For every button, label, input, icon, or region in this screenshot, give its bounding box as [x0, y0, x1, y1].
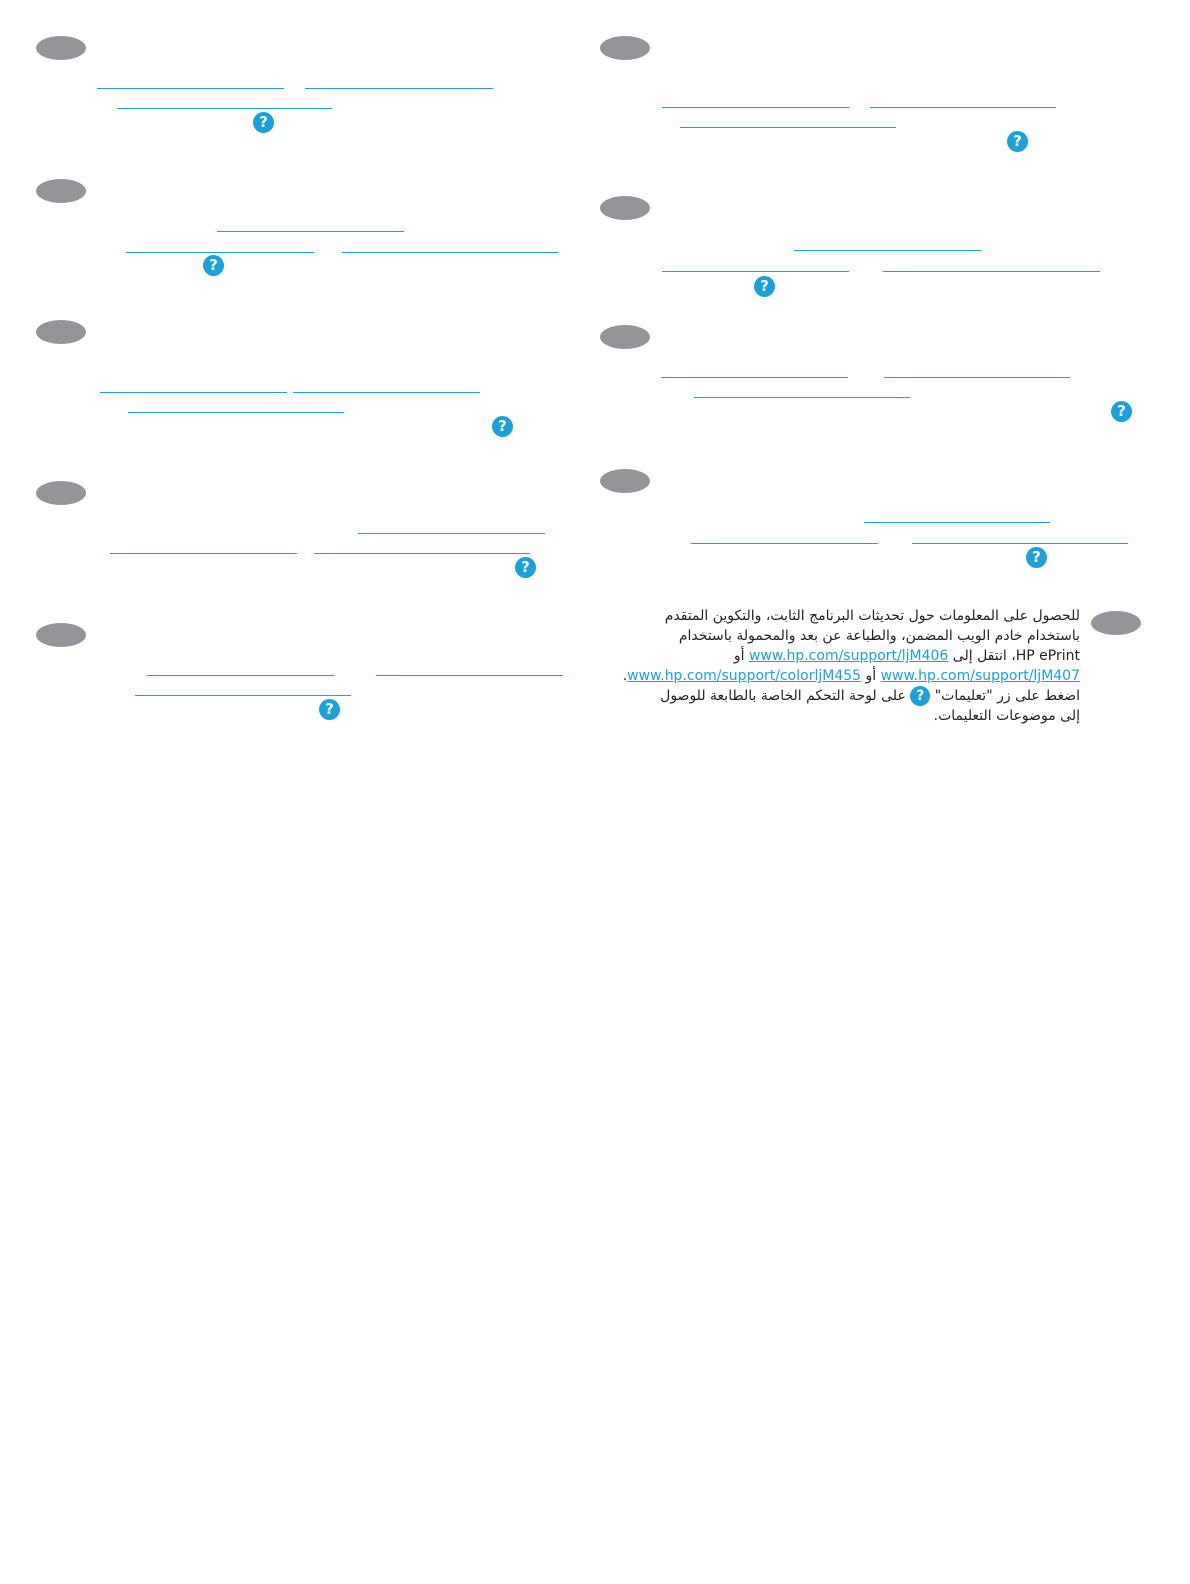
arabic-text: اضغط على زر "تعليمات" [934, 688, 1080, 704]
support-link[interactable] [794, 250, 981, 251]
help-icon: ? [910, 686, 930, 706]
support-link[interactable] [97, 88, 284, 89]
support-link[interactable] [883, 271, 1100, 272]
arabic-line-5 [600, 686, 1080, 706]
help-icon: ? [253, 112, 274, 133]
arabic-line-2: باستخدام خادم الويب المضمن، والطباعة عن بعد والمحمولة باستخدام [678, 628, 1080, 644]
support-link[interactable] [864, 522, 1050, 523]
language-badge [600, 325, 650, 349]
support-link[interactable] [884, 377, 1070, 378]
language-badge [600, 36, 650, 60]
help-icon: ? [319, 699, 340, 720]
arabic-support-text [600, 606, 1080, 726]
support-link[interactable] [694, 397, 910, 398]
arabic-text: ، انتقل إلى [952, 648, 1016, 664]
support-link[interactable] [217, 231, 404, 232]
help-icon: ? [492, 416, 513, 437]
link-ljM406[interactable]: www.hp.com/support/ljM406 [748, 648, 949, 664]
language-badge-arabic [1091, 611, 1141, 635]
language-badge [36, 320, 86, 344]
support-link[interactable] [126, 252, 314, 253]
arabic-line-4 [600, 666, 1080, 686]
language-badge [36, 623, 86, 647]
support-link[interactable] [314, 553, 530, 554]
support-link[interactable] [128, 412, 344, 413]
arabic-text: على لوحة التحكم الخاصة بالطابعة للوصول [660, 688, 906, 704]
support-link[interactable] [305, 88, 493, 89]
support-link[interactable] [342, 252, 558, 253]
support-link[interactable] [117, 108, 332, 109]
support-link[interactable] [100, 392, 287, 393]
arabic-line-1: للحصول على المعلومات حول تحديثات البرنامج الثابت، والتكوين المتقدم [664, 608, 1080, 624]
help-icon: ? [1007, 131, 1028, 152]
or-text: أو [733, 648, 745, 664]
support-link[interactable] [110, 553, 297, 554]
help-icon: ? [203, 255, 224, 276]
language-badge [36, 481, 86, 505]
support-link[interactable] [293, 392, 480, 393]
support-link[interactable] [662, 271, 849, 272]
support-link[interactable] [358, 533, 545, 534]
support-link[interactable] [147, 675, 334, 676]
link-colorljM455[interactable]: www.hp.com/support/colorljM455 [627, 668, 862, 684]
arabic-line-3 [600, 646, 1080, 666]
help-icon: ? [1111, 401, 1132, 422]
period: . [622, 668, 628, 684]
support-link[interactable] [661, 377, 848, 378]
product-name: HP ePrint [1015, 648, 1080, 664]
language-badge [600, 196, 650, 220]
or-text: أو [865, 668, 877, 684]
help-icon: ? [754, 276, 775, 297]
help-icon: ? [515, 557, 536, 578]
support-link[interactable] [870, 107, 1056, 108]
support-link[interactable] [691, 543, 878, 544]
support-link[interactable] [662, 107, 849, 108]
support-link[interactable] [912, 543, 1128, 544]
language-badge [36, 36, 86, 60]
arabic-line-6: إلى موضوعات التعليمات. [933, 708, 1080, 724]
support-link[interactable] [135, 695, 351, 696]
language-badge [36, 179, 86, 203]
help-icon: ? [1026, 547, 1047, 568]
support-link[interactable] [376, 675, 563, 676]
support-link[interactable] [680, 127, 896, 128]
language-badge [600, 469, 650, 493]
link-ljM407[interactable]: www.hp.com/support/ljM407 [880, 668, 1080, 684]
